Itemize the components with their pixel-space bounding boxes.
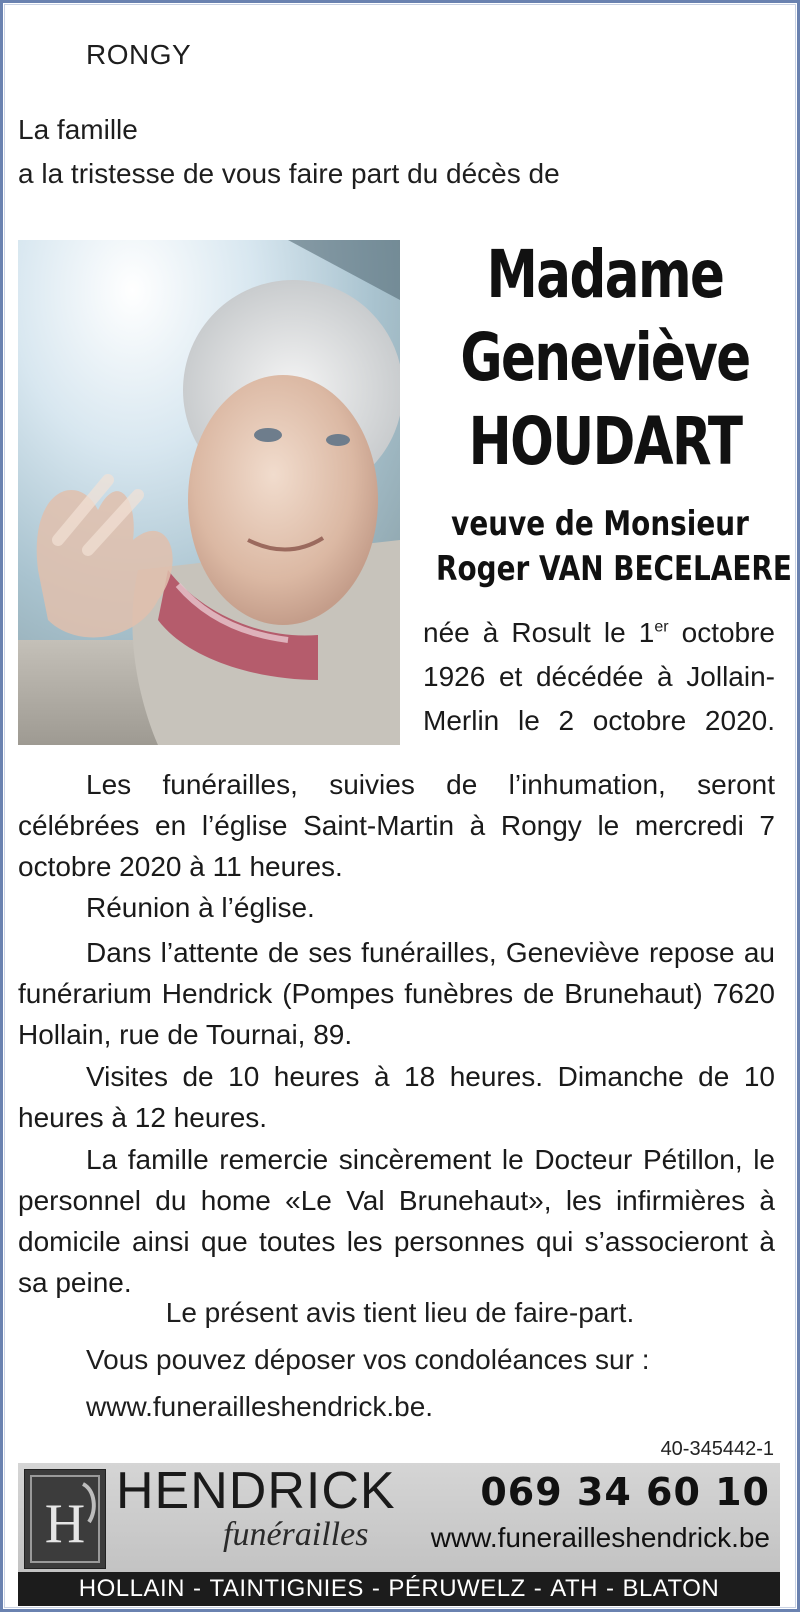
rest-paragraph: Dans l’attente de ses funérailles, Geneviève repose au funérarium Hendrick (Pompes funèbres de Brunehaut) 7620 Hollain, rue de Tournai, 89. — [18, 937, 775, 1050]
deceased-last-name: HOUDART — [468, 403, 742, 480]
birth-superscript: er — [654, 618, 669, 636]
location-separator: - — [533, 1575, 543, 1602]
location-item: PÉRUWELZ — [388, 1575, 526, 1602]
deceased-title: Madame — [486, 236, 724, 313]
location-item: TAINTIGNIES — [209, 1575, 364, 1602]
logo-letter: H — [44, 1493, 86, 1555]
birth-text-before: née à Rosult le 1 — [423, 617, 655, 648]
birth-death-text — [423, 611, 775, 743]
town-heading: RONGY — [86, 39, 192, 70]
intro-line-1: La famille — [18, 114, 138, 145]
location-separator: - — [192, 1575, 202, 1602]
funeral-paragraph: Les funérailles, suivies de l’inhumation, seront célébrées en l’église Saint-Martin à Rongy le mercredi 7 octobre 2020 à 11 heures. — [18, 769, 775, 882]
hendrick-logo — [24, 1469, 106, 1569]
logo-icon — [25, 1470, 105, 1568]
location-separator: - — [371, 1575, 381, 1602]
portrait-photo — [18, 240, 400, 745]
condolences-line: Vous pouvez déposer vos condoléances sur : — [86, 1344, 650, 1375]
reference-number: 40-345442-1 — [660, 1438, 774, 1460]
condolences-website-link[interactable]: www.funerailleshendrick.be. — [86, 1391, 434, 1422]
ad-website-link[interactable]: www.funerailleshendrick.be — [430, 1522, 770, 1553]
brand-name: HENDRICK — [116, 1463, 396, 1520]
phone-number[interactable]: 069 34 60 10 — [480, 1470, 770, 1514]
meeting-paragraph: Réunion à l’église. — [86, 892, 315, 923]
funeral-home-ad — [18, 1463, 780, 1606]
thanks-paragraph: La famille remercie sincèrement le Docteur Pétillon, le personnel du home «Le Val Brunehaut», les infirmières à domicile ainsi que toutes les personnes qui s’associeront à sa peine. — [18, 1144, 775, 1298]
intro-line-2: a la tristesse de vous faire part du décès de — [18, 158, 560, 189]
portrait-image — [18, 240, 400, 745]
deceased-first-name: Geneviève — [460, 319, 750, 396]
location-item: HOLLAIN — [78, 1575, 185, 1602]
location-item: ATH — [550, 1575, 598, 1602]
birth-text-after: octobre 1926 et décédée à Jollain-Merlin le 2 octobre 2020. — [423, 617, 776, 736]
brand-subtitle: funérailles — [223, 1516, 369, 1553]
widow-line-2: Roger VAN BECELAERE — [436, 549, 792, 589]
locations-bar — [18, 1572, 780, 1606]
location-item: BLATON — [622, 1575, 720, 1602]
notice-line: Le présent avis tient lieu de faire-part. — [165, 1297, 635, 1328]
location-separator: - — [605, 1575, 615, 1602]
visits-paragraph: Visites de 10 heures à 18 heures. Dimanche de 10 heures à 12 heures. — [18, 1061, 775, 1133]
widow-line-1: veuve de Monsieur — [451, 504, 749, 544]
